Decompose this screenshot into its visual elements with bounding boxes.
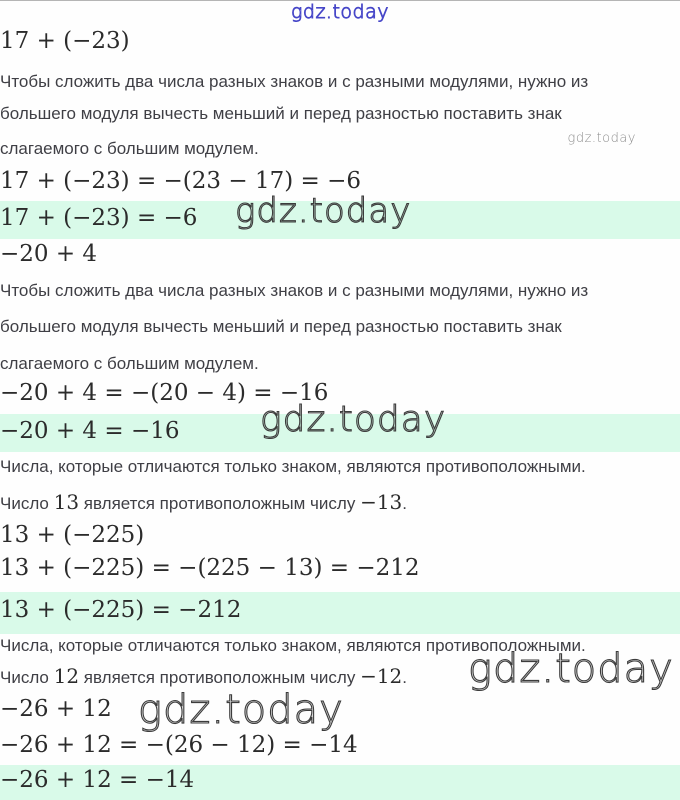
opposites-statement-1: Числа, которые отличаются только знаком, являются противоположными. <box>0 457 586 476</box>
problem1-work: 17 + (−23) = −(23 − 17) = −6 <box>0 168 361 194</box>
note12-number: 12 <box>53 664 80 688</box>
watermark-top: gdz.today <box>291 1 389 23</box>
problem2-work: −20 + 4 = −(20 − 4) = −16 <box>0 380 329 406</box>
problem2-expression: −20 + 4 <box>0 241 98 267</box>
note13-number: 13 <box>53 490 80 514</box>
note13-prefix: Число <box>0 494 54 513</box>
problem3-answer: 13 + (−225) = −212 <box>0 597 242 623</box>
rule-line-2: большего модуля вычесть меньший и перед разностью поставить знак <box>0 104 562 123</box>
note12-dot: . <box>402 668 408 687</box>
note13-negative: −13 <box>360 490 403 514</box>
rule-line-3: слагаемого с большим модулем. <box>0 139 259 158</box>
opposite-number-note-12 <box>0 664 407 688</box>
problem4-expression: −26 + 12 <box>0 696 112 722</box>
note13-dot: . <box>402 494 408 513</box>
note12-mid: является противоположным числу <box>79 668 361 687</box>
note13-mid: является противоположным числу <box>79 494 361 513</box>
problem2-answer: −20 + 4 = −16 <box>0 418 180 444</box>
watermark-right: gdz.today <box>468 646 674 692</box>
problem1-answer: 17 + (−23) = −6 <box>0 205 198 231</box>
rule-line-3-repeat: слагаемого с большим модулем. <box>0 354 259 373</box>
problem3-work: 13 + (−225) = −(225 − 13) = −212 <box>0 555 420 581</box>
note12-negative: −12 <box>360 664 403 688</box>
opposite-number-note-13 <box>0 490 407 514</box>
problem1-expression: 17 + (−23) <box>0 28 130 54</box>
rule-line-1: Чтобы сложить два числа разных знаков и с разными модулями, нужно из <box>0 72 589 91</box>
watermark-mid: gdz.today <box>138 687 344 733</box>
problem4-work: −26 + 12 = −(26 − 12) = −14 <box>0 732 358 758</box>
note12-prefix: Число <box>0 668 54 687</box>
problem4-answer: −26 + 12 = −14 <box>0 767 195 793</box>
rule-line-2-repeat: большего модуля вычесть меньший и перед разностью поставить знак <box>0 317 562 336</box>
watermark-small: gdz.today <box>567 131 636 146</box>
opposites-statement-2: Числа, которые отличаются только знаком, являются противоположными. <box>0 636 586 655</box>
problem3-expression: 13 + (−225) <box>0 522 145 548</box>
rule-line-1-repeat: Чтобы сложить два числа разных знаков и с разными модулями, нужно из <box>0 281 589 300</box>
